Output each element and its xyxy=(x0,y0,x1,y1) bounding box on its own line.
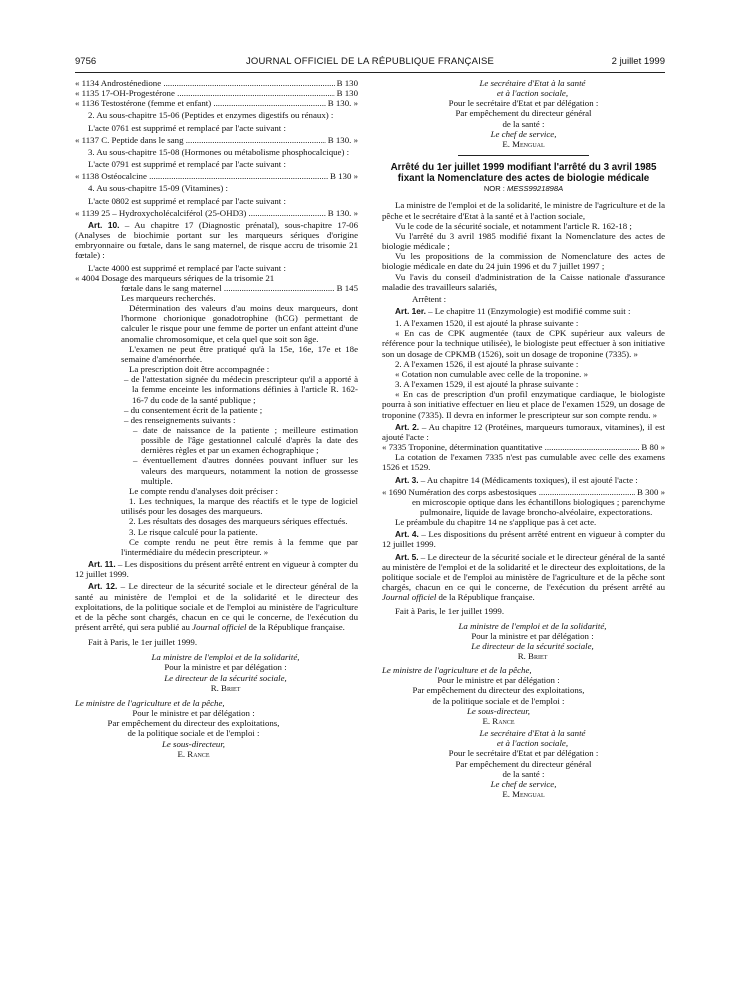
article-label: Art. 12. xyxy=(88,581,118,592)
article-label: Art. 11. xyxy=(88,559,116,570)
signature-line: Pour le ministre et par délégation : xyxy=(132,708,255,719)
paragraph: 1. A l'examen 1520, il est ajouté la phrase suivante : xyxy=(395,318,579,329)
quote: « En cas de CPK augmentée (taux de CPK supérieur aux valeurs de référence pour la technique utilisée), le biologiste peut effectuer à son initiative son un dosage de CPKMB (1526), soit un dosage de troponine (7335). » xyxy=(382,328,665,359)
article-label: Art. 5. xyxy=(395,551,419,562)
tarif-line-1134: « 1134 Androsténedione ..... B 130 xyxy=(75,78,358,88)
paragraph: Le préambule du chapitre 14 ne s'applique pas à cet acte. xyxy=(395,517,597,528)
act-body: Ce compte rendu ne peut être remis à la femme que par l'intermédiaire du médecin prescripteur. » xyxy=(121,536,358,557)
signature-line: de la politique sociale et de l'emploi : xyxy=(127,728,260,739)
signature-line: Le sous-directeur, xyxy=(161,738,226,749)
act-body: La prescription doit être accompagnée : xyxy=(129,364,270,375)
issue-date: 2 juillet 1999 xyxy=(611,56,665,67)
article-1: Art. 1er. – Le chapitre 11 (Enzymologie) est modifié comme suit : xyxy=(395,306,631,316)
article-2: Art. 2. – Au chapitre 12 (Protéines, marqueurs tumoraux, vitamines), il est ajouté l'acte : xyxy=(382,421,665,442)
act-1690-line1: « 1690 Numération des corps asbestosiques ..... B 300 » xyxy=(382,487,665,497)
act-4004-line2: fœtale dans le sang maternel ..... B 145 xyxy=(121,283,358,293)
act-4004-line1: « 4004 Dosage des marqueurs sériques de la trisomie 21 xyxy=(75,272,275,283)
signatory-name: R. Briet xyxy=(210,682,241,693)
nor-reference: NOR : MESS9921898A xyxy=(483,184,564,194)
quote: « En cas de prescription d'un profil enzymatique cardiaque, le biologiste pourra à son initiative effectuer en lieu et place de l'examen 1529, un dosage de troponine (7335). Il devra en informer le prescripteur sur son compte rendu. » xyxy=(382,389,665,420)
arretent: Arrêtent : xyxy=(412,293,447,304)
signatory-name: E. Mengual xyxy=(502,138,545,149)
act-bullet: – des renseignements suivants : xyxy=(124,414,236,425)
signature-line: Pour la ministre et par délégation : xyxy=(471,630,594,641)
signature-line: de la santé : xyxy=(502,118,545,129)
tarif-line-1135: « 1135 17-OH-Progestérone ..... B 130 xyxy=(75,88,358,98)
article-label: Art. 10. xyxy=(88,219,120,230)
signature-line: Par empêchement du directeur des exploitations, xyxy=(107,718,280,729)
fait-a-paris: Fait à Paris, le 1er juillet 1999. xyxy=(88,637,198,648)
signature-line: de la politique sociale et de l'emploi : xyxy=(432,695,565,706)
signatory-name: E. Rance xyxy=(177,748,210,759)
paragraph: La ministre de l'emploi et de la solidarité, le ministre de l'agriculture et de la pêche et le secrétaire d'Etat à la santé et à l'action sociale, xyxy=(382,200,665,221)
signature-line: Par empêchement du directeur général xyxy=(455,758,592,769)
signatory-name: E. Mengual xyxy=(502,789,545,800)
signatory-name: R. Briet xyxy=(517,651,548,661)
act-subbullet: – éventuellement d'autres données pouvant influer sur les valeurs des marqueurs, notamment la notion de grossesse multiple. xyxy=(133,455,358,486)
paragraph: 3. Au sous-chapitre 15-08 (Hormones ou métabolisme phosphocalcique) : xyxy=(88,146,350,157)
paragraph: 2. A l'examen 1526, il est ajouté la phrase suivante : xyxy=(395,358,579,369)
article-label: Art. 3. xyxy=(395,474,419,485)
paragraph: 2. Au sous-chapitre 15-06 (Peptides et enzymes digestifs ou rénaux) : xyxy=(88,110,334,121)
signature-line: Le chef de service, xyxy=(490,778,557,789)
header-rule xyxy=(75,72,665,73)
article-12: Art. 12. – Le directeur de la sécurité sociale et le directeur général de la santé au ministère de l'emploi et de la solidarité et le directeur des exploitations, de la politique sociale et de l'emploi au ministère de l'agriculture et de la pêche sont chargés, chacun en ce qui le concerne, de l'exécution du présent arrêté, qui sera publié au Journal officiel de la République française. xyxy=(75,581,358,632)
signature-line: Le sous-directeur, xyxy=(466,705,531,716)
signature-line: Par empêchement du directeur des exploitations, xyxy=(412,685,585,696)
paragraph: Vu l'avis du conseil d'administration de la Caisse nationale d'assurance maladie des travailleurs salariés, xyxy=(382,271,665,292)
signature-title: Le ministre de l'agriculture et de la pêche, xyxy=(382,665,532,676)
signature-line: Pour le secrétaire d'Etat et par délégation : xyxy=(448,748,599,759)
signature-line: Pour la ministre et par délégation : xyxy=(164,662,287,673)
page-header xyxy=(75,56,665,70)
article-10: Art. 10. – Au chapitre 17 (Diagnostic prénatal), sous-chapitre 17-06 (Analyses de biochimie portant sur les marqueurs sériques d'origine embryonnaire ou fœtale, dans le sang maternel, de risque accru de trisomie 21 fœtale) : xyxy=(75,219,358,261)
act-body: 3. Le risque calculé pour la patiente. xyxy=(129,526,258,537)
signature-title: et à l'action sociale, xyxy=(496,738,569,749)
act-body: 1. Les techniques, la marque des réactifs et le type de logiciel utilisés pour les dosages des marqueurs. xyxy=(121,496,358,517)
left-column xyxy=(75,78,358,759)
act-subbullet: – date de naissance de la patiente ; meilleure estimation possible de l'âge gestationnel calculé d'après la date des dernières règles et par un examen échographique ; xyxy=(133,425,358,456)
paragraph: L'acte 4000 est supprimé et remplacé par l'acte suivant : xyxy=(88,262,286,273)
act-body: en microscopie optique dans les échantillons biologiques ; parenchyme pulmonaire, liquide de lavage broncho-alvéolaire, expectorations. xyxy=(412,496,665,517)
article-11: Art. 11. – Les dispositions du présent arrêté entrent en vigueur à compter du 12 juillet 1999. xyxy=(75,559,358,580)
paragraph: 4. Au sous-chapitre 15-09 (Vitamines) : xyxy=(88,183,228,194)
signature-title: La ministre de l'emploi et de la solidarité, xyxy=(151,652,300,663)
right-column xyxy=(382,78,665,799)
article-label: Art. 4. xyxy=(395,529,419,540)
tarif-line-1139: « 1139 25 – Hydroxycholécalciférol (25-OHD3) ..... B 130. » xyxy=(75,208,358,218)
signature-line: Le directeur de la sécurité sociale, xyxy=(164,672,287,683)
act-body: Détermination des valeurs d'au moins deux marqueurs, dont l'hormone chorionique gonadotrophine (hCG) permettant de calculer le risque pour une femme de porter un enfant atteint d'une anomalie chromosomique, et cela quel que soit son âge. xyxy=(121,303,358,344)
act-body: 2. Les résultats des dosages des marqueurs sériques effectués. xyxy=(129,516,348,527)
article-3: Art. 3. – Au chapitre 14 (Médicaments toxiques), il est ajouté l'acte : xyxy=(395,474,638,485)
quote: « Cotation non cumulable avec celle de la troponine. » xyxy=(395,368,589,379)
signature-title: La ministre de l'emploi et de la solidarité, xyxy=(458,620,607,631)
signature-line: Pour le secrétaire d'Etat et par délégation : xyxy=(448,98,599,109)
tarif-line-7335: « 7335 Troponine, détermination quantitative ..... B 80 » xyxy=(382,442,665,452)
paragraph: Vu l'arrêté du 3 avril 1985 modifié fixant la Nomenclature des actes de biologie médicale ; xyxy=(382,230,665,252)
signature-title: Le secrétaire d'Etat à la santé xyxy=(479,728,586,739)
signatory-name: E. Rance xyxy=(482,715,515,726)
article-label: Art. 1er. xyxy=(395,306,426,316)
paragraph: Vu le code de la sécurité sociale, et notamment l'article R. 162-18 ; xyxy=(395,220,632,231)
tarif-line-1138: « 1138 Ostéocalcine ..... B 130 » xyxy=(75,171,358,181)
signature-line: Le directeur de la sécurité sociale, xyxy=(471,640,594,651)
act-body: L'examen ne peut être pratiqué qu'à la 15e, 16e, 17e et 18e semaine d'aménorrhée. xyxy=(121,343,358,364)
journal-title: JOURNAL OFFICIEL DE LA RÉPUBLIQUE FRANÇAISE xyxy=(245,56,495,67)
arrete-title: Arrêté du 1er juillet 1999 modifiant l'arrêté du 3 avril 1985 fixant la Nomenclature des actes de biologie médicale xyxy=(390,162,657,184)
act-body: Les marqueurs recherchés. xyxy=(121,292,216,303)
paragraph: L'acte 0791 est supprimé et remplacé par l'acte suivant : xyxy=(88,159,286,170)
fait-a-paris: Fait à Paris, le 1er juillet 1999. xyxy=(395,606,505,617)
tarif-line-1137: « 1137 C. Peptide dans le sang ..... B 130. » xyxy=(75,135,358,145)
section-separator xyxy=(458,155,588,156)
act-bullet: – de l'attestation signée du médecin prescripteur qu'il a apporté à la femme enceinte les informations définies à l'article R. 162-16-7 du code de la santé publique ; xyxy=(124,374,358,405)
article-5: Art. 5. – Le directeur de la sécurité sociale et le directeur général de la santé au ministère de l'emploi et de la solidarité et le directeur des exploitations, de la politique sociale et de l'emploi au ministère de l'agriculture et de la pêche sont chargés, chacun en ce qui le concerne, de l'exécution du présent arrêté au Journal officiel de la République française. xyxy=(382,551,665,603)
paragraph: Vu les propositions de la commission de Nomenclature des actes de biologie médicale en date du 24 juin 1996 et du 7 juillet 1997 ; xyxy=(382,251,665,272)
article-label: Art. 2. xyxy=(395,421,420,432)
article-4: Art. 4. – Les dispositions du présent arrêté entrent en vigueur à compter du 12 juillet 1999. xyxy=(382,529,666,550)
act-body: Le compte rendu d'analyses doit préciser : xyxy=(129,485,278,496)
signature-title: et à l'action sociale, xyxy=(496,88,569,99)
signature-title: Le secrétaire d'Etat à la santé xyxy=(479,78,586,88)
act-bullet: – du consentement écrit de la patiente ; xyxy=(124,404,263,415)
signature-title: Le ministre de l'agriculture et de la pêche, xyxy=(75,697,225,708)
page-number: 9756 xyxy=(75,56,97,67)
paragraph: L'acte 0802 est supprimé et remplacé par l'acte suivant : xyxy=(88,195,286,206)
signature-line: de la santé : xyxy=(502,768,545,779)
signature-line: Le chef de service, xyxy=(490,128,557,139)
paragraph: L'acte 0761 est supprimé et remplacé par l'acte suivant : xyxy=(88,122,286,133)
paragraph: 3. A l'examen 1529, il est ajouté la phrase suivante : xyxy=(395,379,579,390)
tarif-line-1136: « 1136 Testostérone (femme et enfant) ..... B 130. » xyxy=(75,98,358,108)
paragraph: La cotation de l'examen 7335 n'est pas cumulable avec celle des examens 1526 et 1529. xyxy=(382,452,665,473)
signature-line: Pour le ministre et par délégation : xyxy=(437,675,560,686)
signature-line: Par empêchement du directeur général xyxy=(455,108,592,119)
